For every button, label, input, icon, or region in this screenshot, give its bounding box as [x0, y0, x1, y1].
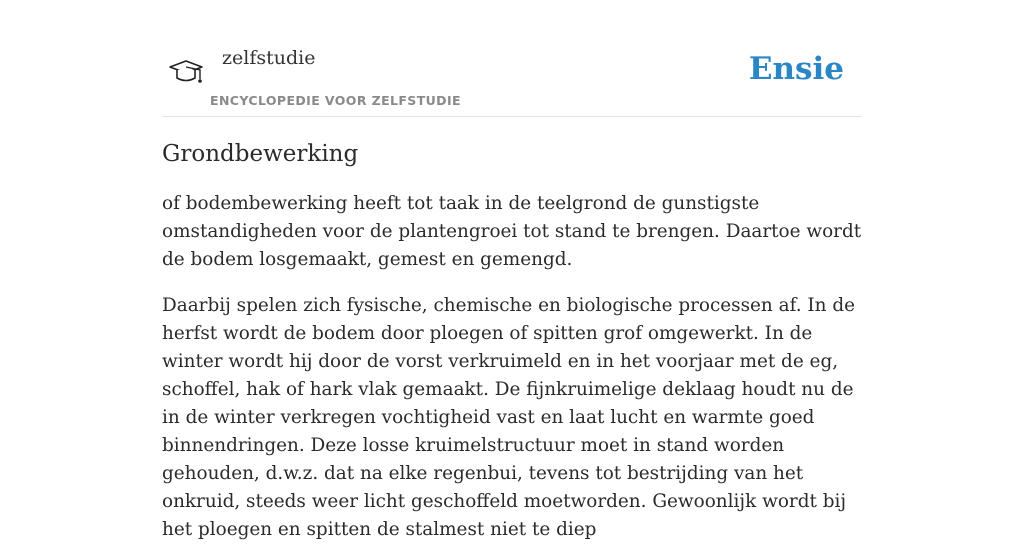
- brand-tagline: ENCYCLOPEDIE VOOR ZELFSTUDIE: [210, 93, 461, 108]
- site-logo[interactable]: Ensie: [748, 51, 844, 87]
- article-title: Grondbewerking: [162, 141, 359, 167]
- brand-name[interactable]: zelfstudie: [222, 47, 316, 69]
- brand-logo[interactable]: [164, 50, 208, 90]
- header: [162, 40, 862, 117]
- graduation-cap-icon: [164, 50, 208, 90]
- article-paragraph: of bodembewerking heeft tot taak in de teelgrond de gunstigste omstandigheden voor de plantengroei tot stand te brengen. Daartoe wordt de bodem losgemaakt, gemest en gemengd.: [162, 193, 862, 270]
- article: [162, 138, 864, 544]
- article-paragraph: Daarbij spelen zich fysische, chemische en biologische processen af. In de herfst wordt de bodem door ploegen of spitten grof omgewerkt. In de winter wordt hij door de vorst verkruimeld en in het voorjaar met de eg, schoffel, hak of hark vlak gemaakt. De fijnkruimelige deklaag houdt nu de in de winter verkregen vochtigheid vast en laat lucht en warmte goed binnendringen. Deze losse kruimelstructuur moet in stand worden gehouden, d.w.z. dat na elke regenbui, tevens tot bestrijding van het onkruid, steeds weer licht geschoffeld moetworden. Gewoonlijk wordt bij het ploegen en spitten de stalmest niet te diep: [162, 295, 856, 540]
